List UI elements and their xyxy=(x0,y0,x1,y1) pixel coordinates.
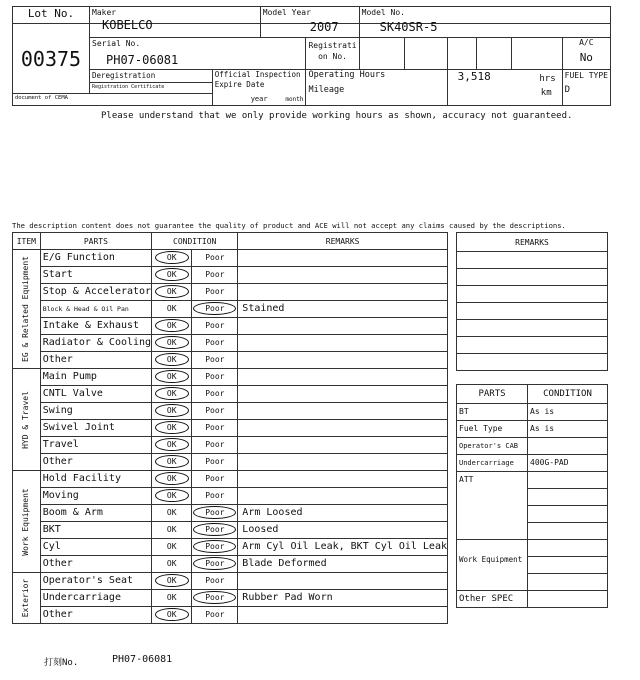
part-name: Intake & Exhaust xyxy=(40,318,151,335)
part-name: Other xyxy=(40,352,151,369)
condition-poor: Poor xyxy=(205,355,225,364)
table-row xyxy=(13,352,448,369)
official-inspection-label-1: Official Inspection xyxy=(214,70,301,79)
table-row xyxy=(13,267,448,284)
condition-ok: OK xyxy=(166,508,177,517)
condition-header: CONDITION xyxy=(152,233,238,250)
remark: Arm Loosed xyxy=(238,505,448,522)
condition-poor: Poor xyxy=(205,610,225,619)
remark xyxy=(238,352,448,369)
right-parts-header: PARTS xyxy=(457,385,528,404)
remark xyxy=(238,488,448,505)
condition-ok-selected: OK xyxy=(155,489,189,502)
right-part-name: Operator's CAB xyxy=(457,438,528,455)
table-row xyxy=(13,403,448,420)
condition-ok-cell xyxy=(152,454,192,471)
remark xyxy=(238,335,448,352)
part-name: Hold Facility xyxy=(40,471,151,488)
part-name: Cyl xyxy=(40,539,151,556)
condition-poor-cell xyxy=(192,420,238,437)
maker-value: KOBELCO xyxy=(102,18,153,32)
table-row xyxy=(13,505,448,522)
table-row xyxy=(13,488,448,505)
table-row xyxy=(13,539,448,556)
condition-poor-cell xyxy=(192,369,238,386)
registration-label-cell xyxy=(306,38,359,70)
official-inspection-cell xyxy=(212,70,306,106)
condition-ok-cell xyxy=(152,250,192,267)
condition-poor-cell xyxy=(192,335,238,352)
remark xyxy=(238,403,448,420)
condition-ok-selected: OK xyxy=(155,455,189,468)
condition-ok-cell xyxy=(152,267,192,284)
condition-poor: Poor xyxy=(205,389,225,398)
condition-ok-selected: OK xyxy=(155,353,189,366)
registration-label-2: on No. xyxy=(318,52,347,61)
fuel-type-value: D xyxy=(564,85,571,95)
group-label: EG & Related Equipment xyxy=(21,256,31,362)
right-remarks-table xyxy=(456,232,608,371)
group-label-cell xyxy=(13,369,41,471)
condition-poor: Poor xyxy=(205,440,225,449)
condition-ok-selected: OK xyxy=(155,285,189,298)
remark xyxy=(238,386,448,403)
condition-ok-selected: OK xyxy=(155,574,189,587)
right-remark xyxy=(457,320,608,337)
condition-ok-cell xyxy=(152,352,192,369)
table-row xyxy=(13,284,448,301)
right-part-condition xyxy=(528,438,608,455)
right-part-condition: As is xyxy=(528,421,608,438)
condition-poor-cell xyxy=(192,437,238,454)
part-name: Radiator & Cooling xyxy=(40,335,151,352)
remarks-header: REMARKS xyxy=(238,233,448,250)
condition-poor: Poor xyxy=(205,457,225,466)
condition-ok-cell xyxy=(152,556,192,573)
group-label-cell xyxy=(13,573,41,624)
condition-poor-selected: Poor xyxy=(193,591,236,604)
condition-ok-selected: OK xyxy=(155,268,189,281)
remark: Stained xyxy=(238,301,448,318)
condition-poor-cell xyxy=(192,352,238,369)
registration-label-1: Registrati xyxy=(308,41,357,50)
right-part-condition: 400G-PAD xyxy=(528,455,608,472)
condition-poor-cell xyxy=(192,522,238,539)
att-value-1 xyxy=(528,472,608,489)
condition-poor-cell xyxy=(192,284,238,301)
condition-poor: Poor xyxy=(205,372,225,381)
remark xyxy=(238,267,448,284)
right-remark xyxy=(457,286,608,303)
header-table xyxy=(12,6,611,106)
right-part-condition: As is xyxy=(528,404,608,421)
condition-poor: Poor xyxy=(205,287,225,296)
deregistration-cell xyxy=(90,70,213,83)
table-row xyxy=(457,421,608,438)
condition-ok: OK xyxy=(166,525,177,534)
group-label: Work Equipment xyxy=(21,487,31,556)
condition-ok-selected: OK xyxy=(155,404,189,417)
registration-box-4 xyxy=(476,38,511,70)
serial-no-value: PH07-06081 xyxy=(106,53,179,67)
condition-poor-selected: Poor xyxy=(193,302,236,315)
condition-poor-cell xyxy=(192,301,238,318)
work-equipment-value-3 xyxy=(528,574,608,591)
remark: Blade Deformed xyxy=(238,556,448,573)
operating-hours-value: 3,518 xyxy=(457,70,491,83)
table-row xyxy=(13,250,448,267)
table-row xyxy=(13,454,448,471)
part-name: Start xyxy=(40,267,151,284)
model-year-label: Model Year xyxy=(262,8,311,17)
disclaimer: The description content does not guarantee the quality of product and ACE will not accept any claims caused by the descriptions. xyxy=(12,221,566,230)
condition-ok-selected: OK xyxy=(155,472,189,485)
condition-ok-cell xyxy=(152,471,192,488)
condition-ok-cell xyxy=(152,522,192,539)
operating-hours-label: Operating Hours xyxy=(308,70,386,80)
right-remark xyxy=(457,354,608,371)
inspection-table xyxy=(12,232,448,624)
condition-ok: OK xyxy=(166,304,177,313)
right-parts-table xyxy=(456,384,608,608)
condition-poor-cell xyxy=(192,386,238,403)
remark: Arm Cyl Oil Leak, BKT Cyl Oil Leak xyxy=(238,539,448,556)
registration-certificate-label: Registration Certificate xyxy=(92,84,165,90)
deregistration-label: Deregistration xyxy=(92,71,156,80)
registration-box-2 xyxy=(404,38,447,70)
hrs-unit: hrs xyxy=(539,74,556,84)
condition-poor: Poor xyxy=(205,253,225,262)
maker-label: Maker xyxy=(92,8,117,17)
part-name: Main Pump xyxy=(40,369,151,386)
table-row xyxy=(13,471,448,488)
item-header: ITEM xyxy=(13,233,41,250)
part-name: Other xyxy=(40,454,151,471)
right-remark xyxy=(457,269,608,286)
condition-poor: Poor xyxy=(205,423,225,432)
condition-ok-cell xyxy=(152,420,192,437)
condition-poor: Poor xyxy=(205,576,225,585)
condition-poor-cell xyxy=(192,488,238,505)
lot-no-label: Lot No. xyxy=(13,7,90,24)
other-spec-label: Other SPEC xyxy=(457,591,528,608)
condition-ok-selected: OK xyxy=(155,387,189,400)
part-name: Other xyxy=(40,556,151,573)
att-label: ATT xyxy=(457,472,528,540)
condition-poor-cell xyxy=(192,454,238,471)
condition-ok-cell xyxy=(152,301,192,318)
condition-ok-selected: OK xyxy=(155,336,189,349)
part-name: CNTL Valve xyxy=(40,386,151,403)
att-value-3 xyxy=(528,506,608,523)
ac-cell xyxy=(562,38,610,70)
condition-ok-cell xyxy=(152,539,192,556)
att-value-4 xyxy=(528,523,608,540)
registration-box-3 xyxy=(447,38,476,70)
part-name: Other xyxy=(40,607,151,624)
condition-poor: Poor xyxy=(205,270,225,279)
condition-ok-cell xyxy=(152,335,192,352)
table-row xyxy=(13,301,448,318)
right-part-name: Undercarriage xyxy=(457,455,528,472)
condition-ok-selected: OK xyxy=(155,370,189,383)
condition-poor-cell xyxy=(192,556,238,573)
condition-poor-cell xyxy=(192,471,238,488)
registration-box-5 xyxy=(511,38,562,70)
condition-ok-cell xyxy=(152,505,192,522)
condition-poor: Poor xyxy=(205,474,225,483)
condition-poor-cell xyxy=(192,267,238,284)
part-name: Block & Head & Oil Pan xyxy=(40,301,151,318)
work-equipment-label: Work Equipment xyxy=(457,540,528,591)
condition-ok-cell xyxy=(152,403,192,420)
remark xyxy=(238,369,448,386)
lot-number: 00375 xyxy=(13,24,90,94)
table-row xyxy=(13,556,448,573)
ac-value: No xyxy=(579,51,593,64)
remark: Loosed xyxy=(238,522,448,539)
condition-poor-cell xyxy=(192,505,238,522)
table-row xyxy=(457,337,608,354)
remark xyxy=(238,318,448,335)
condition-ok-cell xyxy=(152,318,192,335)
model-year-value: 2007 xyxy=(309,20,339,34)
part-name: Stop & Accelerator xyxy=(40,284,151,301)
table-row xyxy=(457,455,608,472)
table-row xyxy=(13,522,448,539)
document-cema-cell xyxy=(13,94,213,106)
serial-no-cell xyxy=(90,38,306,70)
mileage-label: Mileage xyxy=(308,84,345,95)
condition-ok-selected: OK xyxy=(155,421,189,434)
remark xyxy=(238,284,448,301)
remark xyxy=(238,437,448,454)
part-name: E/G Function xyxy=(40,250,151,267)
right-part-name: Fuel Type xyxy=(457,421,528,438)
condition-ok-cell xyxy=(152,573,192,590)
condition-poor-selected: Poor xyxy=(193,540,236,553)
condition-poor-cell xyxy=(192,403,238,420)
registration-certificate-cell xyxy=(90,83,213,94)
remark xyxy=(238,607,448,624)
condition-poor-cell xyxy=(192,318,238,335)
table-row xyxy=(13,437,448,454)
table-row xyxy=(457,404,608,421)
right-remark xyxy=(457,337,608,354)
group-label-cell xyxy=(13,471,41,573)
condition-poor: Poor xyxy=(205,406,225,415)
table-row xyxy=(13,386,448,403)
remark xyxy=(238,250,448,267)
condition-ok-selected: OK xyxy=(155,608,189,621)
group-label: Exterior xyxy=(21,578,31,618)
table-row xyxy=(13,318,448,335)
condition-poor-cell xyxy=(192,607,238,624)
right-remark xyxy=(457,252,608,269)
serial-no-label: Serial No. xyxy=(92,39,141,48)
part-name: Swivel Joint xyxy=(40,420,151,437)
condition-poor-cell xyxy=(192,573,238,590)
condition-ok-cell xyxy=(152,437,192,454)
condition-ok-selected: OK xyxy=(155,438,189,451)
table-row xyxy=(13,369,448,386)
table-row xyxy=(457,354,608,371)
part-name: Moving xyxy=(40,488,151,505)
maker-value-cell xyxy=(90,18,261,38)
mileage-value-cell xyxy=(447,83,562,106)
table-row xyxy=(457,320,608,337)
condition-ok-selected: OK xyxy=(155,319,189,332)
operating-hours-value-cell xyxy=(447,70,562,83)
part-name: Swing xyxy=(40,403,151,420)
remark xyxy=(238,573,448,590)
condition-ok: OK xyxy=(166,559,177,568)
model-no-label: Model No. xyxy=(361,8,405,17)
year-label: year xyxy=(250,95,268,103)
table-row xyxy=(13,335,448,352)
condition-poor-cell xyxy=(192,590,238,607)
condition-ok-selected: OK xyxy=(155,251,189,264)
condition-poor-cell xyxy=(192,539,238,556)
table-row xyxy=(457,438,608,455)
hours-note: Please understand that we only provide working hours as shown, accuracy not guaranteed. xyxy=(101,111,573,121)
group-label-cell xyxy=(13,250,41,369)
other-spec-value xyxy=(528,591,608,608)
condition-ok-cell xyxy=(152,284,192,301)
registration-box-1 xyxy=(359,38,404,70)
ac-label: A/C xyxy=(579,38,594,47)
remark: Rubber Pad Worn xyxy=(238,590,448,607)
fuel-type-label: FUEL TYPE xyxy=(564,71,608,80)
condition-poor: Poor xyxy=(205,338,225,347)
condition-ok-cell xyxy=(152,488,192,505)
month-label: month xyxy=(285,96,304,103)
condition-ok: OK xyxy=(166,542,177,551)
mileage-cell xyxy=(306,83,447,106)
part-name: BKT xyxy=(40,522,151,539)
footer-label: 打刻No. xyxy=(44,658,79,668)
condition-ok-cell xyxy=(152,369,192,386)
condition-poor-selected: Poor xyxy=(193,506,236,519)
table-row xyxy=(13,590,448,607)
official-inspection-label-2: Expire Date xyxy=(214,80,265,89)
operating-hours-cell xyxy=(306,70,447,83)
condition-ok-cell xyxy=(152,590,192,607)
right-remark xyxy=(457,303,608,320)
condition-poor-selected: Poor xyxy=(193,523,236,536)
work-equipment-value-1 xyxy=(528,540,608,557)
document-cema-label: document of CEMA xyxy=(15,95,68,101)
att-value-2 xyxy=(528,489,608,506)
condition-poor-selected: Poor xyxy=(193,557,236,570)
part-name: Travel xyxy=(40,437,151,454)
group-label: HYD & Travel xyxy=(21,390,31,449)
parts-header: PARTS xyxy=(40,233,151,250)
remark xyxy=(238,420,448,437)
model-no-value: SK40SR-5 xyxy=(379,20,438,34)
table-row xyxy=(13,607,448,624)
remark xyxy=(238,471,448,488)
part-name: Boom & Arm xyxy=(40,505,151,522)
footer-value: PH07-06081 xyxy=(112,654,173,665)
condition-ok-cell xyxy=(152,386,192,403)
work-equipment-value-2 xyxy=(528,557,608,574)
table-row xyxy=(457,286,608,303)
model-no-value-cell xyxy=(359,20,610,38)
table-row xyxy=(13,420,448,437)
right-remarks-header: REMARKS xyxy=(457,233,608,252)
table-row xyxy=(457,252,608,269)
model-year-value-cell xyxy=(260,20,359,38)
condition-poor-cell xyxy=(192,250,238,267)
remark xyxy=(238,454,448,471)
maker-cell xyxy=(90,7,261,24)
right-part-name: BT xyxy=(457,404,528,421)
condition-poor: Poor xyxy=(205,321,225,330)
condition-poor: Poor xyxy=(205,491,225,500)
table-row xyxy=(13,573,448,590)
part-name: Operator's Seat xyxy=(40,573,151,590)
part-name: Undercarriage xyxy=(40,590,151,607)
table-row xyxy=(457,303,608,320)
table-row xyxy=(457,269,608,286)
condition-ok: OK xyxy=(166,593,177,602)
fuel-type-cell xyxy=(562,70,610,106)
km-unit: km xyxy=(540,87,552,98)
condition-ok-cell xyxy=(152,607,192,624)
right-condition-header: CONDITION xyxy=(528,385,608,404)
